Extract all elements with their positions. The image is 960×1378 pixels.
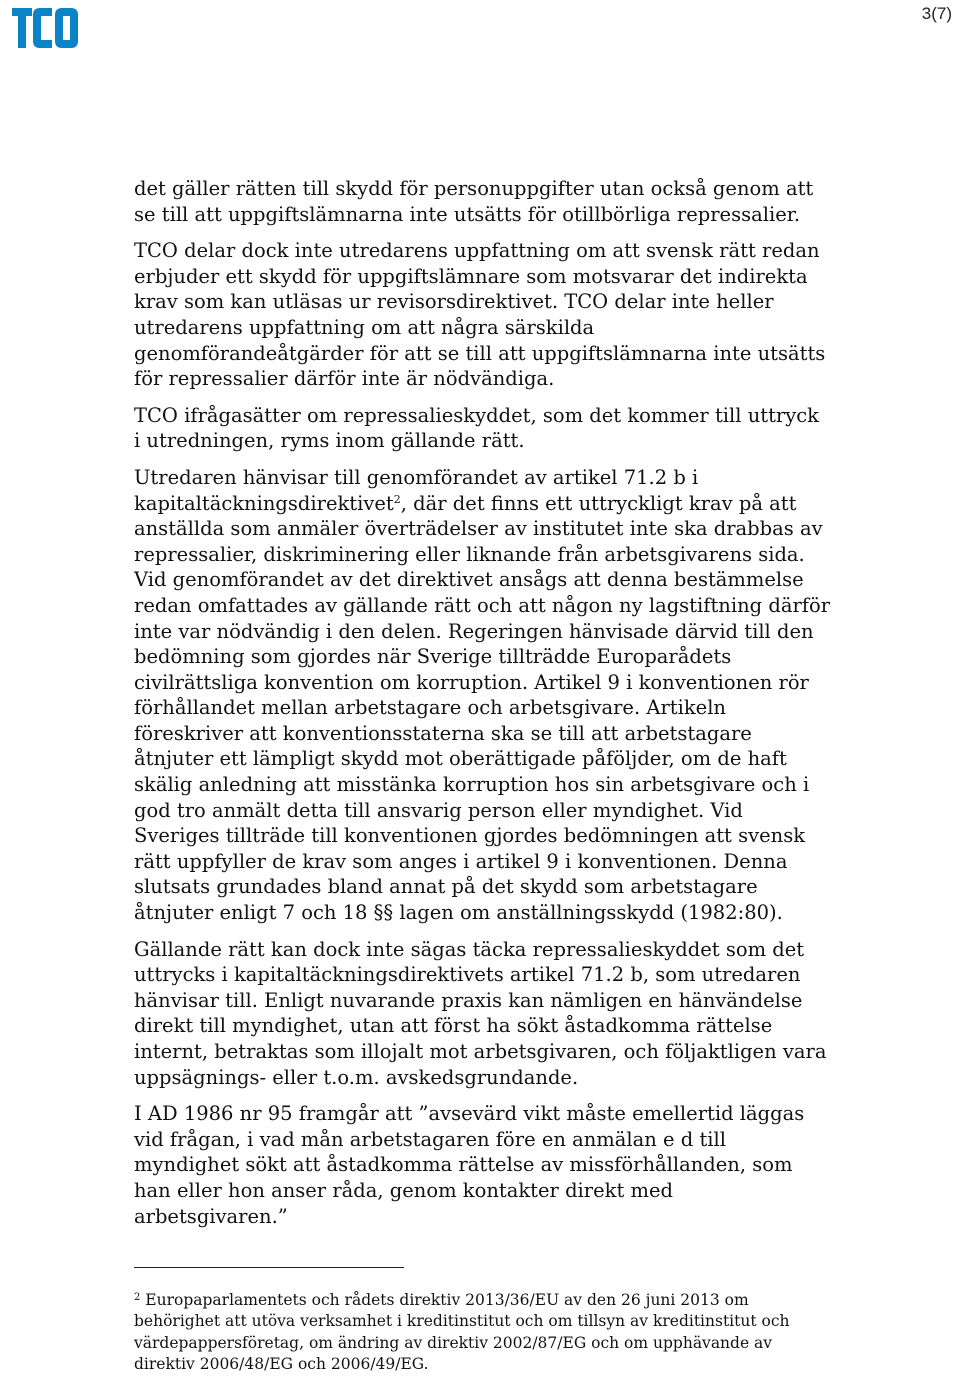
text-line: föreskriver att konventionsstaterna ska se till att arbetstagare	[134, 721, 752, 745]
footnote	[134, 1290, 834, 1375]
footnote-line	[134, 1290, 834, 1311]
footnote-reference[interactable]: 2	[393, 492, 401, 506]
text-line: TCO ifrågasätter om repressalieskyddet, som det kommer till uttryck	[134, 403, 819, 427]
text-line: redan omfattades av gällande rätt och att någon ny lagstiftning därför	[134, 593, 831, 617]
text-line: åtnjuter enligt 7 och 18 §§ lagen om anställningsskydd (1982:80).	[134, 901, 783, 925]
text-line: hänvisar till. Enligt nuvarande praxis kan nämligen en hänvändelse	[134, 988, 803, 1012]
paragraph-6	[134, 1101, 834, 1229]
text-line: god tro anmält detta till ansvarig person eller myndighet. Vid	[134, 798, 743, 822]
text-line: civilrättsliga konvention om korruption. Artikel 9 i konventionen rör	[134, 670, 809, 694]
text-line: utredarens uppfattning om att några särskilda	[134, 315, 595, 339]
text-line: det gäller rätten till skydd för personuppgifter utan också genom att	[134, 177, 814, 200]
text-line: åtnjuter ett lämpligt skydd mot oberättigade påföljder, om de haft	[134, 747, 787, 771]
footnote-number: 2	[134, 1292, 141, 1303]
paragraph-1	[134, 176, 834, 227]
tco-logo	[12, 6, 78, 50]
text-line: Sveriges tillträde till konventionen gjordes bedömningen att svensk	[134, 824, 806, 848]
text-line: skälig anledning att misstänka korruption hos sin arbetsgivare och i	[134, 773, 810, 797]
text-fragment: , där det finns ett uttryckligt krav på att	[400, 491, 797, 515]
text-line: I AD 1986 nr 95 framgår att ”avsevärd vikt måste emellertid läggas	[134, 1102, 805, 1126]
text-line: i utredningen, ryms inom gällande rätt.	[134, 429, 525, 453]
text-line: Vid genomförandet av det direktivet ansågs att denna bestämmelse	[134, 568, 804, 592]
text-line: myndighet sökt att åstadkomma rättelse av missförhållanden, som	[134, 1153, 793, 1177]
text-line: uppsägnings- eller t.o.m. avskedsgrundande.	[134, 1065, 579, 1089]
paragraph-4	[134, 465, 834, 926]
text-line: förhållandet mellan arbetstagare och arbetsgivare. Artikeln	[134, 696, 726, 720]
text-line: Gällande rätt kan dock inte sägas täcka repressalieskyddet som det	[134, 937, 805, 961]
text-line: för repressalier därför inte är nödvändiga.	[134, 367, 555, 391]
text-line: anställda som anmäler överträdelser av institutet inte ska drabbas av	[134, 517, 823, 541]
text-line: slutsats grundades bland annat på det skydd som arbetstagare	[134, 875, 758, 899]
footnote-line: direktiv 2006/48/EG och 2006/49/EG.	[134, 1354, 429, 1373]
footnote-line: värdepappersföretag, om ändring av direktiv 2002/87/EG och om upphävande av	[134, 1333, 773, 1352]
text-line: vid frågan, i vad mån arbetstagaren före en anmälan e d till	[134, 1127, 726, 1151]
text-fragment: kapitaltäckningsdirektivet	[134, 491, 394, 515]
text-line: han eller hon anser råda, genom kontakter direkt med	[134, 1178, 674, 1202]
text-line: direkt till myndighet, utan att först ha sökt åstadkomma rättelse	[134, 1014, 773, 1038]
text-line: TCO delar dock inte utredarens uppfattning om att svensk rätt redan	[134, 239, 820, 263]
text-line: arbetsgivaren.”	[134, 1204, 288, 1228]
text-line: bedömning som gjordes när Sverige tillträdde Europarådets	[134, 645, 732, 669]
text-line: repressalier, diskriminering eller liknande från arbetsgivarens sida.	[134, 542, 805, 566]
text-line: inte var nödvändig i den delen. Regeringen hänvisade därvid till den	[134, 619, 814, 643]
page-number: 3(7)	[921, 4, 952, 23]
footnote-divider	[134, 1267, 404, 1268]
text-line	[134, 491, 834, 517]
text-line: Utredaren hänvisar till genomförandet av artikel 71.2 b i	[134, 465, 699, 489]
text-line: erbjuder ett skydd för uppgiftslämnare som motsvarar det indirekta	[134, 264, 808, 288]
body-text	[134, 176, 834, 1240]
text-line: uttrycks i kapitaltäckningsdirektivets artikel 71.2 b, som utredaren	[134, 963, 801, 987]
text-fragment: Europaparlamentets och rådets direktiv 2013/36/EU av den 26 juni 2013 om	[140, 1291, 749, 1309]
footnote-line: behörighet att utöva verksamhet i kreditinstitut och om tillsyn av kreditinstitut och	[134, 1312, 790, 1331]
text-line: rätt uppfyller de krav som anges i artikel 9 i konventionen. Denna	[134, 849, 788, 873]
paragraph-5	[134, 937, 834, 1091]
tco-logo-mark	[12, 8, 78, 48]
paragraph-3	[134, 403, 834, 454]
paragraph-2	[134, 238, 834, 392]
text-line: se till att uppgiftslämnarna inte utsätts för otillbörliga repressalier.	[134, 202, 801, 226]
text-line: krav som kan utläsas ur revisorsdirektivet. TCO delar inte heller	[134, 290, 774, 314]
text-line: genomförandeåtgärder för att se till att uppgiftslämnarna inte utsätts	[134, 341, 826, 365]
text-line: internt, betraktas som illojalt mot arbetsgivaren, och följaktligen vara	[134, 1040, 827, 1063]
